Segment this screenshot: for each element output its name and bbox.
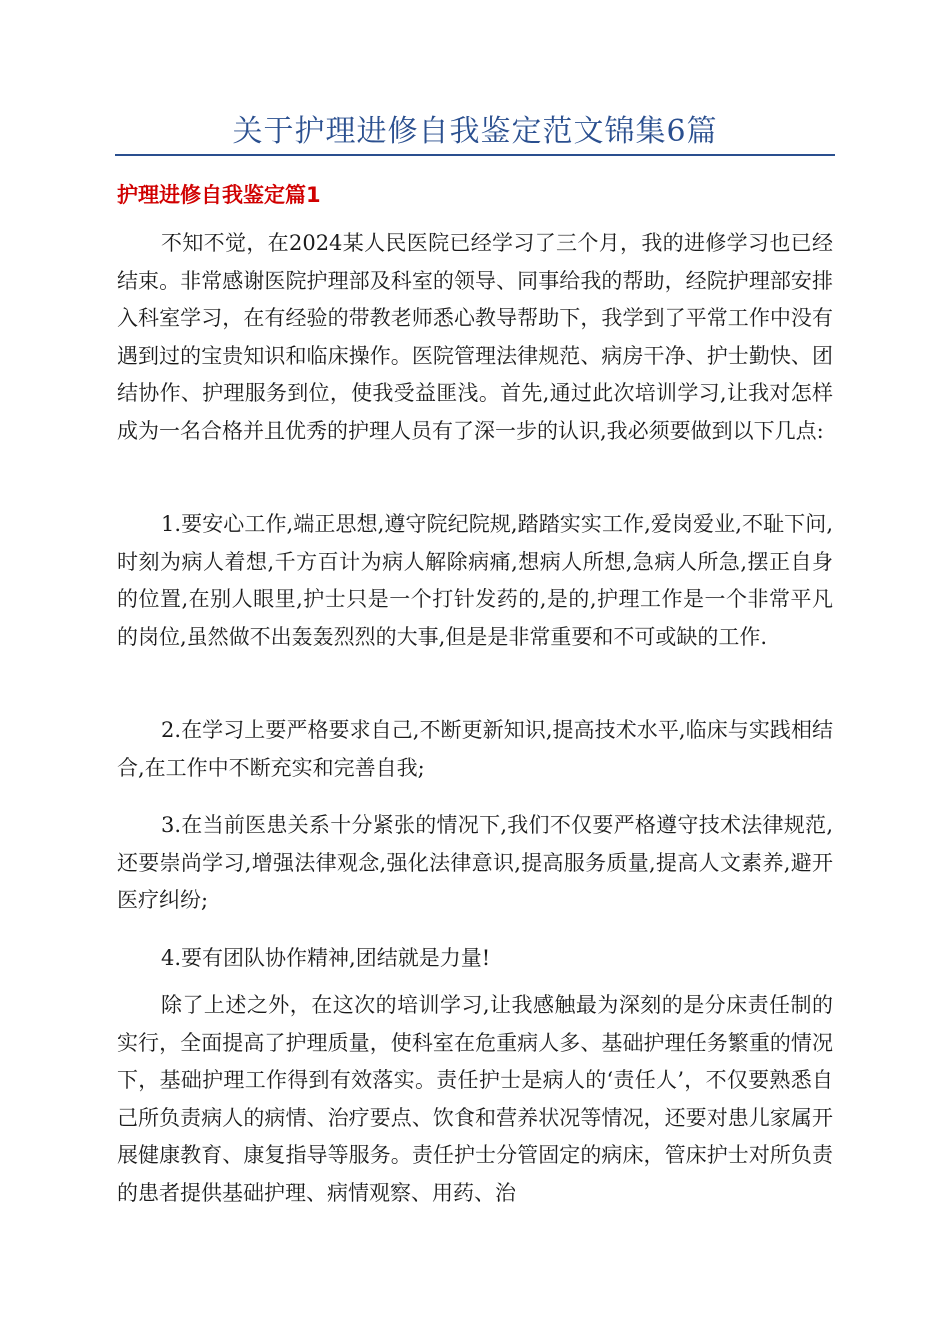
title-divider: [115, 154, 835, 156]
section-heading: 护理进修自我鉴定篇1: [117, 183, 321, 207]
paragraph-point-3: 3.在当前医患关系十分紧张的情况下,我们不仅要严格遵守技术法律规范,还要崇尚学习,增强法律观念,强化法律意识,提高服务质量,提高人文素养,避开医疗纠纷;: [117, 813, 833, 913]
paragraph-point-4: 4.要有团队协作精神,团结就是力量!: [161, 946, 491, 970]
paragraph-point-1: 1.要安心工作,端正思想,遵守院纪院规,踏踏实实工作,爱岗爱业,不耻下问,时刻为病人着想,千方百计为病人解除病痛,想病人所想,急病人所急,摆正自身的位置,在别人眼里,护士只是一个打针发药的,是的,护理工作是一个非常平凡的岗位,虽然做不出轰轰烈烈的大事,但是是非常重要和不可或缺的工作.: [117, 512, 833, 649]
document-title: 关于护理进修自我鉴定范文锦集6篇: [232, 114, 718, 149]
paragraph-point-2: 2.在学习上要严格要求自己,不断更新知识,提高技术水平,临床与实践相结合,在工作中不断充实和完善自我;: [117, 718, 833, 780]
paragraph-responsibility: 除了上述之外，在这次的培训学习,让我感触最为深刻的是分床责任制的实行，全面提高了护理质量，使科室在危重病人多、基础护理任务繁重的情况下，基础护理工作得到有效落实。责任护士是病人的‘责任人’，不仅要熟悉自己所负责病人的病情、治疗要点、饮食和营养状况等情况，还要对患儿家属开展健康教育、康复指导等服务。责任护士分管固定的病床，管床护士对所负责的患者提供基础护理、病情观察、用药、治: [117, 993, 833, 1205]
paragraph-intro: 不知不觉，在2024某人民医院已经学习了三个月，我的进修学习也已经结束。非常感谢医院护理部及科室的领导、同事给我的帮助，经院护理部安排入科室学习，在有经验的带教老师悉心教导帮助下，我学到了平常工作中没有遇到过的宝贵知识和临床操作。医院管理法律规范、病房干净、护士勤快、团结协作、护理服务到位，使我受益匪浅。首先,通过此次培训学习,让我对怎样成为一名合格并且优秀的护理人员有了深一步的认识,我必须要做到以下几点:: [117, 231, 833, 443]
